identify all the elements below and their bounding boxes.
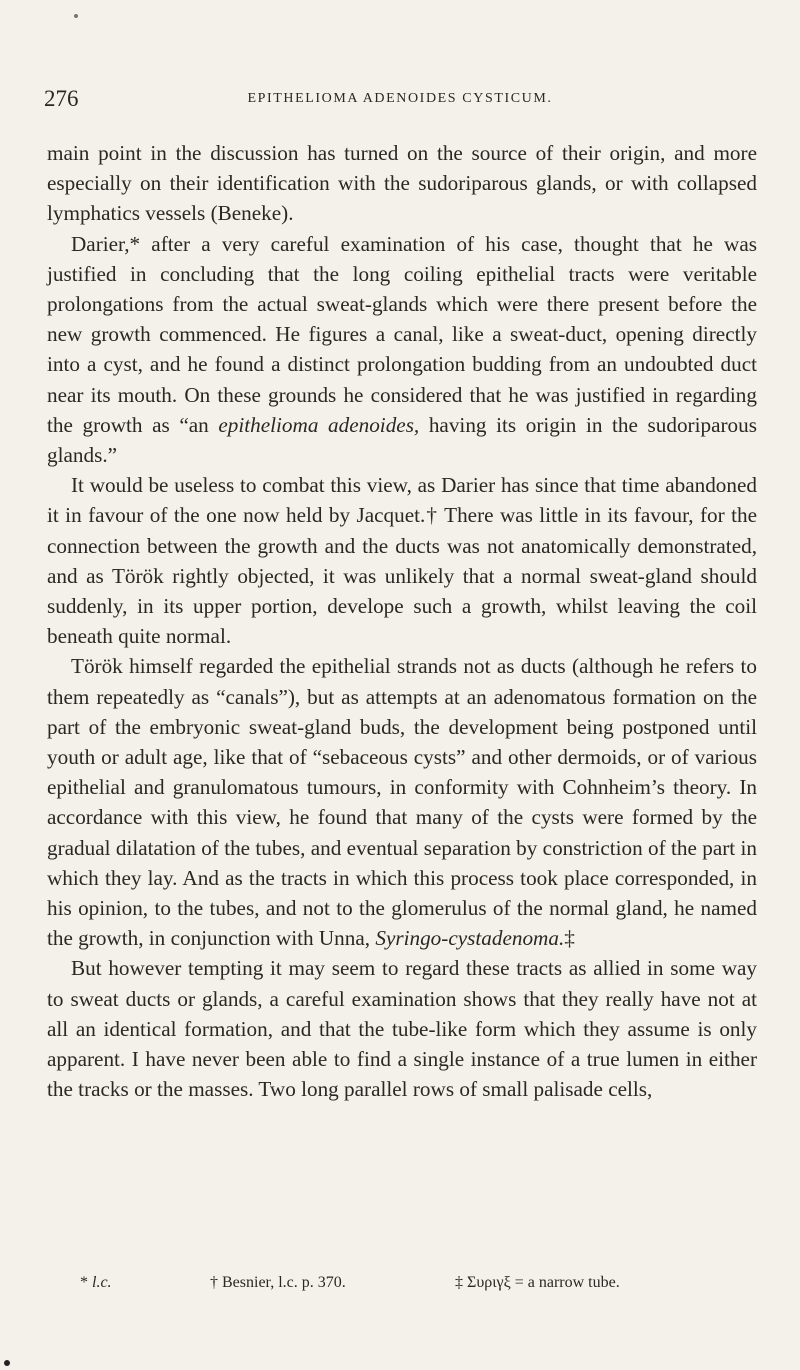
- text-run: main point in the discussion has turned on the source of their origin, and more especially on their identification with the sudoriparous glands, or with collapsed lymphatics vessels (Beneke).: [47, 141, 757, 226]
- paragraph: [47, 229, 757, 471]
- paper-speck: [4, 1360, 10, 1366]
- page-number: 276: [44, 86, 79, 111]
- paper-speck: [74, 14, 78, 18]
- italic-text: epithelioma adenoides,: [218, 412, 420, 437]
- paragraph: [47, 138, 757, 229]
- paragraph: [47, 953, 757, 1104]
- italic-text: Syringo-cystadenoma.: [375, 926, 565, 951]
- body-text: [47, 138, 757, 1105]
- paragraph: [47, 470, 757, 651]
- text-run: Török himself regarded the epithelial strands not as ducts (although he refers to them repeatedly as “canals”), but as attempts at an adenomatous formation on the part of the embryonic sweat-gland buds, the development being postponed until youth or adult age, like that of “sebaceous cysts” and other dermoids, or of various epithelial and granulomatous tumours, in conformity with Cohnheim’s theory. In accordance with this view, he found that many of the cysts were formed by the gradual dilatation of the tubes, and eventual separation by constriction of the part in which they lay. And as the tracts in which this process took place corresponded, in his opinion, to the tubes, and not to the glomerulus of the normal gland, he named the growth, in conjunction with Unna,: [47, 654, 757, 951]
- running-title: EPITHELIOMA ADENOIDES CYSTICUM.: [247, 91, 553, 106]
- text-run: Darier,* after a very careful examination of his case, thought that he was justified in concluding that the long coiling epithelial tracts were veritable prolongations from the actual sweat-glands which were there present before the new growth commenced. He figures a canal, like a sweat-duct, opening directly into a cyst, and he found a distinct prolongation budding from an undoubted duct near its mouth. On these grounds he considered that he was justified in regarding the growth as “an: [47, 231, 757, 437]
- footnote: † Besnier, l.c. p. 370.: [210, 1274, 346, 1291]
- footnote: * l.c.: [80, 1274, 112, 1291]
- page-header: [44, 86, 756, 114]
- footnote: ‡ Συριγξ = a narrow tube.: [455, 1274, 620, 1291]
- paragraph: [47, 651, 757, 953]
- text-run: But however tempting it may seem to regard these tracts as allied in some way to sweat ducts or glands, a careful examination shows that they really have not at all an identical formation, and that the tube-like form which they assume is only apparent. I have never been able to find a single instance of a true lumen in either the tracks or the masses. Two long parallel rows of small palisade cells,: [47, 956, 757, 1102]
- footnotes: [80, 1274, 720, 1298]
- text-run: ‡: [564, 926, 575, 951]
- text-run: having its origin in the sudoriparous glands.”: [47, 412, 757, 468]
- text-run: It would be useless to combat this view, as Darier has since that time abandoned it in favour of the one now held by Jacquet.† There was little in its favour, for the connection between the growth and the ducts was not anatomically demonstrated, and as Török rightly objected, it was unlikely that a normal sweat-gland should suddenly, in its upper portion, develope such a growth, whilst leaving the coil beneath quite normal.: [47, 473, 757, 649]
